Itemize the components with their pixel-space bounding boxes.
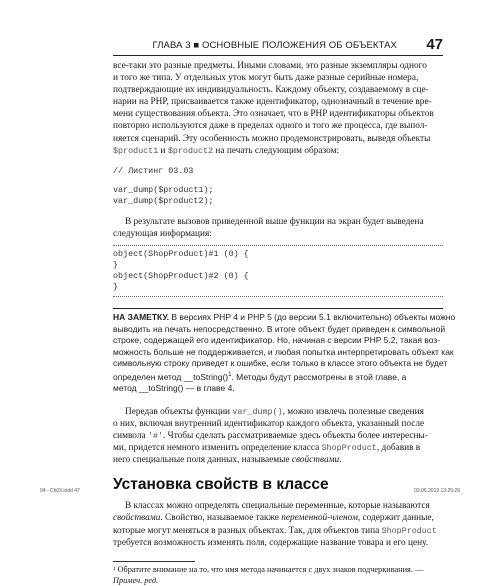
text-line: В классах можно определять специальные переменные, которые называются [125,501,430,512]
inline-code: ShopProduct [321,443,377,454]
text-line: которые могут меняться в разных объектах. Так, для объектов типа ShopProduct [113,525,437,536]
note-box [113,308,456,395]
code-line: } [113,259,119,270]
italic-term: свойствами [113,513,161,524]
text-line: нарии на PHP, присваивается также идентификатор, однозначный в течение вре- [113,97,432,108]
note-line: определен метод __toString()$^1$. Методы будут рассмотрены в этой главе, а [113,371,407,382]
output-block [113,245,443,297]
note-label: НА ЗАМЕТКУ. [113,311,170,322]
italic-term: переменной-членом [281,513,358,524]
code-line: object(ShopProduct)#2 (0) { [113,270,249,281]
slug-file: 04 - Ch03.indd 47 [40,488,80,494]
inline-code: ShopProduct [381,525,437,536]
page-number: 47 [426,36,443,53]
italic-term: свойствами [291,455,340,466]
text-line: подтверждающие их индивидуальность. Каждому объекту, создаваемому в сце- [113,85,429,96]
text-line: $product1 и $product2 на печать следующим образом: [113,145,340,156]
code-line: var_dump($product2); [113,195,214,206]
paragraph-3 [113,406,443,466]
note-line: метод __toString() — в главе 4. [113,383,235,394]
text-line: Передав объекты функции var_dump(), можно извлечь полезные сведения [125,406,424,417]
footnote-marker: 1 [228,371,232,378]
running-header [113,36,443,56]
text-line: свойствами. Свойство, называемое также переменной-членом, содержит данные, [113,513,434,524]
footnote-line: Примеч. ред. [113,575,159,585]
note-line: НА ЗАМЕТКУ. В версиях PHP 4 и PHP 5 (до версии 5.1 включительно) объекты можно [113,311,456,322]
listing-comment: // Листинг 03.03 [113,165,194,176]
text-line: все-таки это разные предметы. Иными словами, это разные экземпляры одного [113,61,427,71]
text-line: мени существования объекта. Это означает, что в PHP идентификаторы объектов [113,109,434,120]
note-line: символьную строку приведет к ошибке, если только в классе этого объекта не будет [113,358,448,369]
text-line: и того же типа. У отдельных уток могут быть даже разные серийные номера, [113,73,419,84]
text-line: ми, придется немного изменить определение класса ShopProduct, добавив в [113,443,421,454]
text-line: В результате вызовов приведенной выше функции на экран будет выведена [125,216,424,227]
code-line: } [113,281,119,292]
text-line: следующая информация: [113,228,212,239]
paragraph-2 [113,216,443,240]
text-line: повторно используются даже в пределах одного и того же процесса, где выпол- [113,121,428,132]
inline-code: $product1 [113,145,159,156]
code-line: object(ShopProduct)#1 (0) { [113,248,249,259]
inline-code: $product2 [167,145,214,156]
note-line: можность больше не поддерживается, и любая попытка интерпретировать объект как [113,346,454,357]
text-line: символа '#'. Чтобы сделать рассматриваемые здесь объекты более интересны- [113,431,428,442]
footnote-line: ¹ Обратите внимание на то, что имя метода начинается с двух знаков подчеркивания. — [113,564,424,574]
slug-date: 03.06.2019 13:25:26 [414,488,460,494]
text-line: няется сценарий. Эту особенность можно продемонстрировать, выведя объекты [113,133,431,144]
print-slug [40,488,460,496]
text-line: требуется возможность изменять поля, содержащие название товара и его цену. [113,537,429,548]
chapter-title: ГЛАВА 3 ■ ОСНОВНЫЕ ПОЛОЖЕНИЯ ОБ ОБЪЕКТАХ [152,40,397,51]
footnote [113,564,443,586]
footnote-rule [113,561,195,562]
page-body [113,60,456,586]
inline-code: var_dump() [232,406,283,417]
paragraph-4 [113,500,443,548]
paragraph-1 [113,60,443,157]
listing-03-03 [113,166,443,207]
text-line: о них, включая внутренний идентификатор каждого объекта, указанный после [113,419,425,430]
text-line: него специальные поля данных, называемые свойствами. [113,455,342,466]
section-heading: Установка свойств в классе [113,476,329,494]
note-line: строке, содержащей его идентификатор. Но, начиная с версии PHP 5.2, такая воз- [113,335,441,346]
inline-code: '#' [147,431,164,442]
code-line: var_dump($product1); [113,184,214,195]
note-line: выводить на печать непосредственно. В итоге объект будет приведен к символьной [113,323,446,334]
